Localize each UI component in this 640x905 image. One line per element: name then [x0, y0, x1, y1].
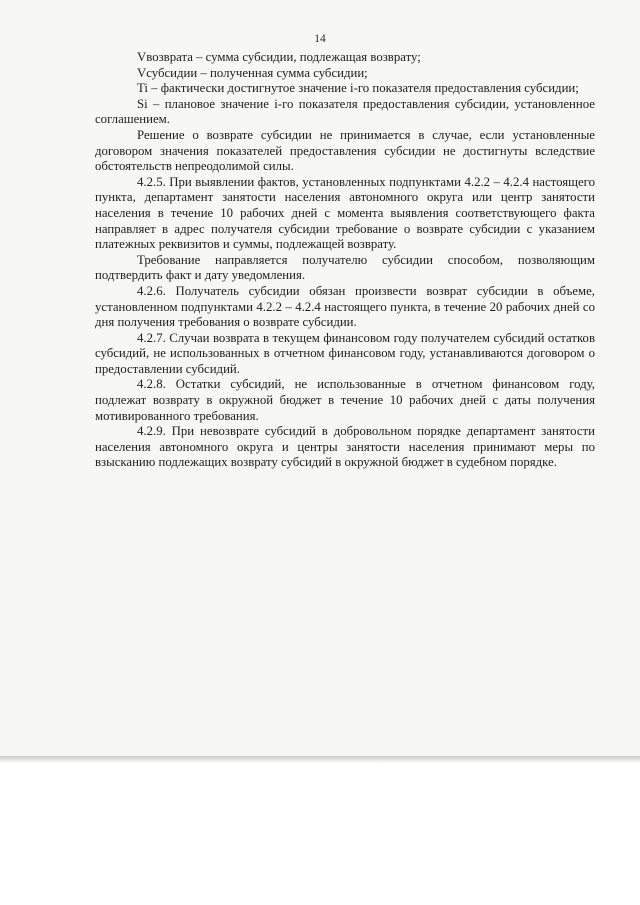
page-bottom-edge [0, 756, 640, 764]
paragraph-decision: Решение о возврате субсидии не принимается в случае, если установленные договором значения показателей предоставления субсидии не достигнуты вследствие обстоятельств непреодолимой силы. [95, 127, 595, 174]
paragraph-4-2-8: 4.2.8. Остатки субсидий, не использованные в отчетном финансовом году, подлежат возврату в окружной бюджет в течение 10 рабочих дней с даты получения мотивированного требования. [95, 377, 595, 423]
paragraph-4-2-5: 4.2.5. При выявлении фактов, установленных подпунктами 4.2.2 – 4.2.4 настоящего пункта, департамент занятости населения автономного округа или центр занятости населения в течение 10 рабочих дней с момента выявления соответствующего факта направляет в адрес получателя субсидии требование о возврате субсидии с указанием платежных реквизитов и суммы, подлежащей возврату. [95, 174, 595, 252]
paragraph-ti: Ti – фактически достигнутое значение i-го показателя предоставления субсидии; [137, 81, 579, 96]
paragraph-requirement: Требование направляется получателю субсидии способом, позволяющим подтвердить факт и дату уведомления. [95, 252, 595, 283]
paragraph-4-2-9: 4.2.9. При невозврате субсидий в добровольном порядке департамент занятости населения автономного округа и центры занятости населения принимают меры по взысканию подлежащих возврату субсидий в окружной бюджет в судебном порядке. [95, 424, 595, 470]
paragraph-si: Si – плановое значение i-го показателя предоставления субсидии, установленное соглашением. [95, 96, 595, 127]
paragraph-4-2-7: 4.2.7. Случаи возврата в текущем финансовом году получателем субсидий остатков субсидий, не использованных в отчетном финансовом году, устанавливаются договором о предоставлении субсидий. [95, 330, 595, 376]
paragraph-4-2-6: 4.2.6. Получатель субсидии обязан произвести возврат субсидии в объеме, установленном подпунктами 4.2.2 – 4.2.4 настоящего пункта, в течение 20 рабочих дней со дня получения требования о возврате субсидии. [95, 283, 595, 330]
document-body [95, 50, 595, 471]
paragraph-v-return: Vвозврата – сумма субсидии, подлежащая возврату; [137, 50, 421, 64]
paragraph-v-subsidy: Vсубсидии – полученная сумма субсидии; [137, 65, 368, 80]
page-number: 14 [314, 33, 326, 45]
